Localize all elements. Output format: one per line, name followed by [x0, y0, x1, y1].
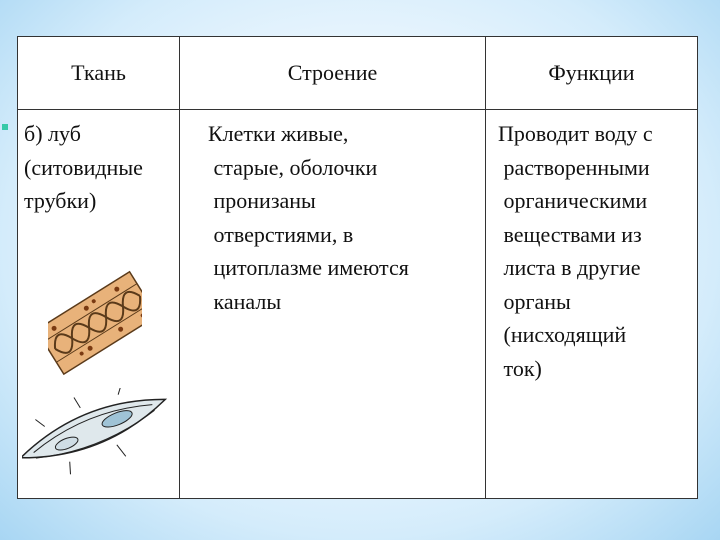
- text-line: отверстиями, в: [208, 221, 354, 247]
- structure-cell: [180, 110, 486, 499]
- tissue-table: [17, 36, 698, 499]
- text-line: каналы: [208, 288, 282, 314]
- header-row: [18, 37, 698, 110]
- text-line: листа в другие: [498, 255, 641, 280]
- slide-bullet: [2, 124, 8, 130]
- tissue-text: [24, 117, 143, 218]
- text-line: ток): [498, 355, 542, 381]
- text-line: Клетки живые,: [208, 121, 349, 146]
- header-functions: Функции: [486, 37, 698, 110]
- text-line: б) луб: [24, 121, 81, 146]
- tissue-cell: [18, 110, 180, 499]
- text-line: органы: [498, 288, 571, 314]
- text-line: трубки): [24, 188, 97, 213]
- functions-cell: [486, 110, 698, 499]
- header-tissue: Ткань: [18, 37, 180, 110]
- text-line: (нисходящий: [498, 322, 627, 347]
- text-line: старые, оболочки: [208, 154, 378, 180]
- sieve-tube-illustration-top: [48, 268, 142, 380]
- table-row: [18, 110, 698, 499]
- sieve-tube-illustration-bottom: [22, 388, 170, 484]
- text-line: веществами из: [498, 221, 642, 247]
- text-line: органическими: [498, 188, 648, 213]
- text-line: растворенными: [498, 154, 650, 180]
- text-line: цитоплазме имеются: [208, 255, 409, 280]
- text-line: пронизаны: [208, 188, 316, 213]
- header-structure: Строение: [180, 37, 486, 110]
- structure-text: [208, 117, 409, 318]
- text-line: Проводит воду с: [498, 121, 653, 146]
- text-line: (ситовидные: [24, 154, 143, 180]
- functions-text: [498, 117, 653, 385]
